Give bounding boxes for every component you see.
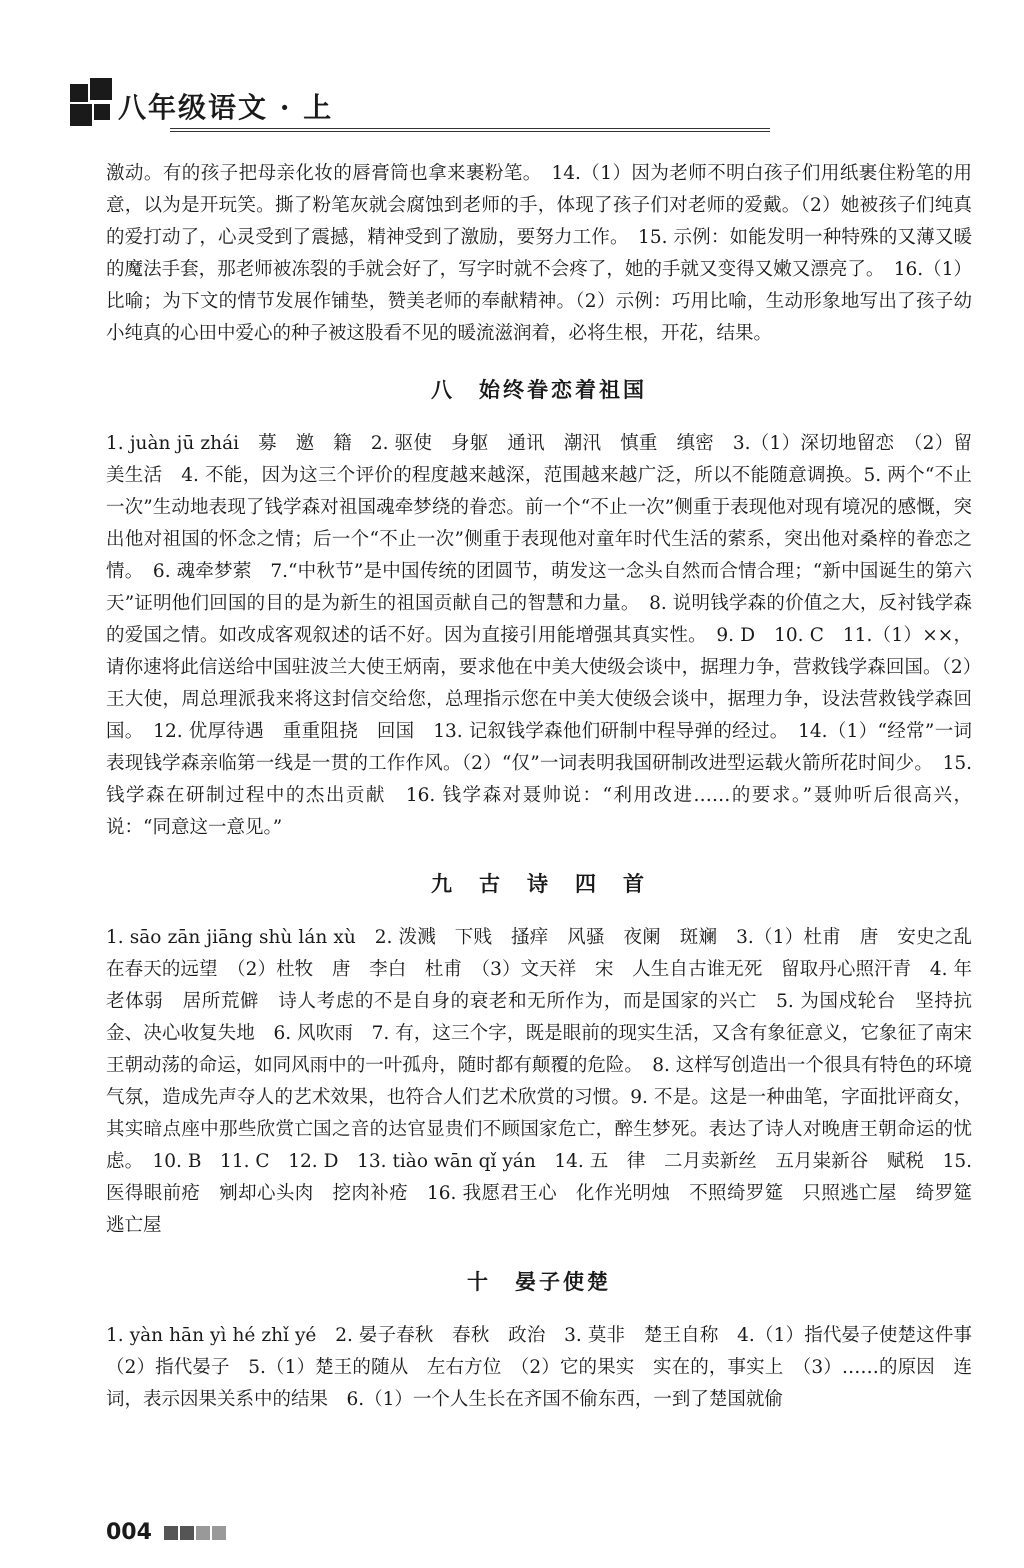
- page-footer: [106, 1520, 228, 1546]
- page-header: [70, 78, 970, 138]
- section-heading: 九 古 诗 四 首: [431, 872, 647, 896]
- header-decoration: [94, 104, 110, 120]
- section-body: 1. yàn hān yì hé zhǐ yé 2. 晏子春秋 春秋 政治 3. 莫非 楚王自称 4.（1）指代晏子使楚这件事 （2）指代晏子 5.（1）楚王的随从 左右方位 （2）它的果实 实在的，事实上 （3）……的原因 连词，表示因果关系中的结果 6.（1）一个人生长在齐国不偷东西，一到了楚国就偷: [106, 1325, 991, 1410]
- section-heading: 十 晏子使楚: [467, 1270, 611, 1294]
- answer-content: [106, 158, 991, 1416]
- section-heading: 八 始终眷恋着祖国: [431, 378, 647, 402]
- header-title: 八年级语文 · 上: [118, 91, 334, 124]
- header-decoration: [70, 84, 88, 102]
- section-body: 1. juàn jū zhái 募 邀 籍 2. 驱使 身躯 通讯 潮汛 慎重 缜密 3.（1）深切地留恋 （2）留美生活 4. 不能，因为这三个评价的程度越来越深，范围越来越广泛，所以不能随意调换。5. 两个“不止一次”生动地表现了钱学森对祖国魂牵梦绕的眷恋。前一个“不止一次”侧重于表现他对现有境况的感慨，突出他对祖国的怀念之情；后一个“不止一次”侧重于表现他对童年时代生活的萦系，突出他对桑梓的眷恋之情。 6. 魂牵梦萦 7.“中秋节”是中国传统的团圆节，萌发这一念头自然而合情合理；“新中国诞生的第六天”证明他们回国的目的是为新生的祖国贡献自己的智慧和力量。 8. 说明钱学森的价值之大，反衬钱学森的爱国之情。如改成客观叙述的话不好。因为直接引用能增强其真实性。 9. D 10. C 11.（1）××，请你速将此信送给中国驻波兰大使王炳南，要求他在中美大使级会谈中，据理力争，营救钱学森回国。（2）王大使，周总理派我来将这封信交给您，总理指示您在中美大使级会谈中，据理力争，设法营救钱学森回国。 12. 优厚待遇 重重阻挠 回国 13. 记叙钱学森他们研制中程导弹的经过。 14.（1）“经常”一词表现钱学森亲临第一线是一贯的工作作风。（2）“仅”一词表明我国研制改进型运载火箭所花时间少。 15. 钱学森在研制过程中的杰出贡献 16. 钱学森对聂帅说：“利用改进……的要求。”聂帅听后很高兴，说：“同意这一意见。”: [106, 433, 972, 838]
- section-body: 1. sāo zān jiāng shù lán xù 2. 泼溅 下贱 搔痒 风骚 夜阑 斑斓 3.（1）杜甫 唐 安史之乱 在春天的远望 （2）杜牧 唐 李白 杜甫 （3）文天祥 宋 人生自古谁无死 留取丹心照汗青 4. 年老体弱 居所荒僻 诗人考虑的不是自身的衰老和无所作为，而是国家的兴亡 5. 为国戍轮台 坚持抗金、决心收复失地 6. 风吹雨 7. 有，这三个字，既是眼前的现实生活，又含有象征意义，它象征了南宋王朝动荡的命运，如同风雨中的一叶孤舟，随时都有颠覆的危险。 8. 这样写创造出一个很具有特色的环境气氛，造成先声夺人的艺术效果，也符合人们艺术欣赏的习惯。9. 不是。这是一种曲笔，字面批评商女，其实暗点座中那些欣赏亡国之音的达官显贵们不顾国家危亡，醉生梦死。表达了诗人对晚唐王朝命运的忧虑。 10. B 11. C 12. D 13. tiào wān qǐ yán 14. 五 律 二月卖新丝 五月粜新谷 赋税 15. 医得眼前疮 剜却心头肉 挖肉补疮 16. 我愿君王心 化作光明烛 不照绮罗筵 只照逃亡屋 绮罗筵 逃亡屋: [106, 927, 991, 1236]
- section-body: 激动。有的孩子把母亲化妆的唇膏筒也拿来裹粉笔。 14.（1）因为老师不明白孩子们用纸裹住粉笔的用意，以为是开玩笑。撕了粉笔灰就会腐蚀到老师的手，体现了孩子们对老师的爱戴。（2）她被孩子们纯真的爱打动了，心灵受到了震撼，精神受到了激励，要努力工作。 15. 示例：如能发明一种特殊的又薄又暖的魔法手套，那老师被冻裂的手就会好了，写字时就不会疼了，她的手就又变得又嫩又漂亮了。 16.（1）比喻；为下文的情节发展作铺垫，赞美老师的奉献精神。（2）示例：巧用比喻，生动形象地写出了孩子幼小纯真的心田中爱心的种子被这股看不见的暖流滋润着，必将生根，开花，结果。: [106, 163, 972, 344]
- page-number: 004: [106, 1520, 152, 1545]
- header-rule: [170, 128, 770, 132]
- header-decoration: [90, 78, 112, 100]
- header-decoration: [70, 104, 92, 126]
- footer-decoration: [164, 1521, 228, 1546]
